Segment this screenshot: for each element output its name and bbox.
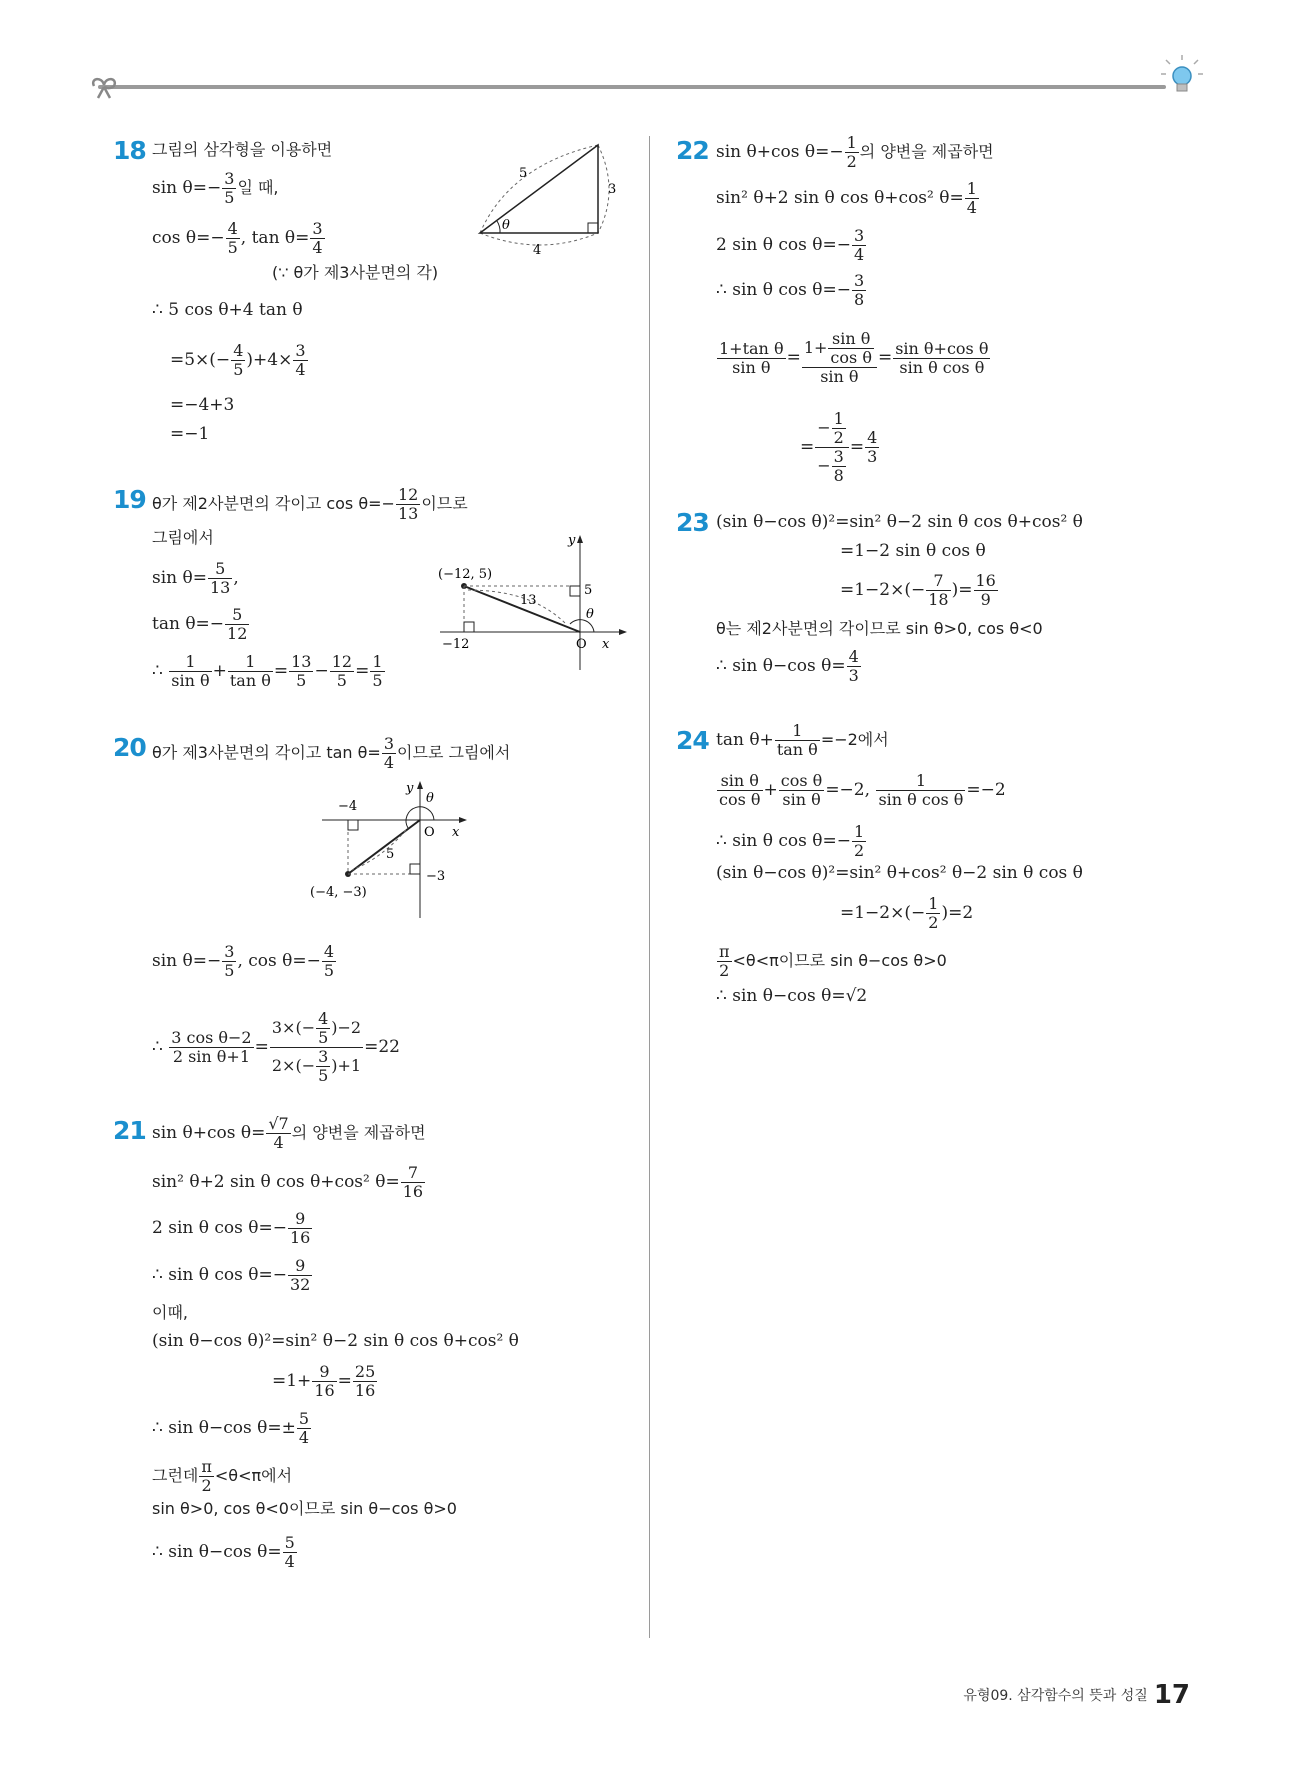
expr: ∴ sin θ−cos θ= [152, 1542, 282, 1562]
nested-fraction [802, 330, 877, 386]
equation-line: =−4+3 [170, 395, 235, 415]
expr: − [314, 661, 329, 681]
denominator: 16 [354, 1381, 376, 1400]
fraction [852, 227, 866, 264]
fraction [876, 772, 965, 809]
numerator: 1 [228, 653, 273, 672]
denominator: 8 [833, 466, 844, 485]
expr: 1+ [803, 338, 828, 357]
numerator: 1 [833, 409, 844, 428]
fraction [208, 560, 232, 597]
page-footer [963, 1680, 1190, 1710]
fraction [353, 1363, 377, 1400]
expr: ∴ [152, 661, 163, 681]
numerator: 9 [288, 1210, 312, 1229]
fraction [717, 340, 786, 377]
expr: 2 sin θ cos θ=− [716, 235, 851, 255]
equation-line [716, 330, 991, 386]
numerator: 1 [169, 653, 211, 672]
expr: + [212, 661, 227, 681]
equation-line [170, 342, 309, 379]
denominator: tan θ [229, 671, 271, 690]
triangle-figure [470, 135, 620, 260]
expr: =−2, [825, 780, 871, 800]
expr: ∴ sin θ−cos θ=± [152, 1418, 296, 1438]
adjacent-label: 4 [533, 243, 542, 258]
denominator: 3 [867, 447, 878, 466]
expr: θ가 제3사분면의 각이고 tan θ= [152, 743, 381, 762]
denominator: 2 [853, 841, 865, 860]
numerator: 3 [318, 1047, 329, 1066]
text-line: 그림에서 [152, 528, 214, 547]
y-axis-label: y [406, 781, 414, 796]
numerator: 12 [397, 485, 419, 504]
numerator: 5 [208, 560, 232, 579]
equation-line [272, 1363, 378, 1400]
denominator: 5 [323, 961, 335, 980]
equation-line [152, 653, 386, 690]
fraction [852, 272, 866, 309]
expr: = [254, 1037, 269, 1057]
denominator: 5 [227, 238, 238, 257]
coordinate-figure-19 [432, 530, 632, 672]
x-axis-label: x [452, 825, 460, 840]
expr: =1−2×(− [840, 903, 926, 923]
expr: <θ<π에서 [214, 1466, 293, 1485]
equation-line [152, 170, 279, 207]
denominator: 2 [928, 913, 939, 932]
denominator: 5 [372, 671, 383, 690]
equation-line [152, 1534, 298, 1571]
point-label: (−12, 5) [438, 567, 493, 582]
fraction [832, 448, 846, 485]
denominator: 16 [314, 1381, 335, 1400]
fraction [832, 410, 846, 447]
numerator: 1 [775, 722, 820, 741]
denominator [815, 448, 849, 485]
fraction [297, 1410, 311, 1447]
problem-number: 24 [676, 726, 709, 755]
radius-label: 5 [386, 847, 395, 862]
ribbon-icon [90, 72, 120, 102]
expr: 일 때, [237, 178, 279, 197]
numerator: 3 [853, 226, 865, 245]
nested-fraction [815, 410, 849, 485]
problem-number: 19 [113, 485, 146, 514]
fraction [926, 895, 940, 932]
numerator: 16 [975, 571, 996, 590]
expr: sin² θ+2 sin θ cos θ+cos² θ= [716, 188, 964, 208]
numerator: sin θ+cos θ [895, 338, 989, 358]
text-line: sin θ>0, cos θ<0이므로 sin θ−cos θ>0 [152, 1499, 457, 1518]
equation-line [716, 648, 862, 685]
fraction [965, 180, 979, 217]
expr: = [786, 347, 801, 368]
expr: 그런데 [152, 1466, 199, 1485]
numerator: 4 [227, 219, 238, 238]
equation-line: (sin θ−cos θ)²=sin² θ−2 sin θ cos θ+cos² θ [152, 1331, 519, 1351]
equation-line [152, 606, 250, 643]
expr: =−2에서 [820, 730, 889, 749]
denominator: 2 [846, 152, 857, 171]
equation-line: =1−2 sin θ cos θ [840, 541, 986, 561]
expr: =1−2×(− [840, 580, 926, 600]
denominator: sin θ cos θ [899, 357, 985, 377]
fraction [893, 340, 990, 377]
expr: sin θ=− [152, 951, 222, 971]
nested-fraction [270, 1010, 363, 1085]
equation-line [152, 486, 468, 523]
text-line: θ는 제2사분면의 각이므로 sin θ>0, cos θ<0 [716, 619, 1043, 638]
equation-line [152, 943, 337, 980]
fraction [222, 943, 236, 980]
fraction [322, 943, 336, 980]
expr: =−2 [966, 780, 1006, 800]
fraction [330, 653, 354, 690]
numerator: √7 [268, 1114, 289, 1133]
column-divider [649, 136, 650, 1638]
expr: ∴ [152, 1037, 163, 1057]
expr: = [800, 437, 815, 457]
text-line: 그림의 삼각형을 이용하면 [152, 140, 333, 159]
denominator: 2 [201, 1476, 212, 1495]
numerator: 3 [295, 341, 306, 360]
numerator: 1 [966, 179, 977, 198]
fraction [289, 653, 313, 690]
denominator: 32 [289, 1275, 311, 1294]
expr: 2 sin θ cos θ=− [152, 1218, 287, 1238]
equation-line [716, 823, 867, 860]
denominator: 2 [719, 961, 730, 980]
expr: 의 양변을 제곱하면 [859, 142, 994, 161]
denominator: cos θ [719, 790, 761, 809]
expr: = [877, 347, 893, 368]
denominator: 4 [853, 245, 865, 264]
equation-line [152, 1164, 426, 1201]
expr: )+4× [246, 350, 293, 370]
expr: sin θ=− [152, 178, 222, 198]
denominator: 5 [296, 671, 307, 690]
expr: , tan θ= [240, 228, 310, 248]
fraction [283, 1534, 297, 1571]
fraction [974, 572, 998, 609]
y-value-label: −3 [426, 869, 446, 884]
text-line: 이때, [152, 1303, 188, 1322]
equation-line: (sin θ−cos θ)²=sin² θ+cos² θ−2 sin θ cos θ [716, 863, 1083, 883]
numerator: 13 [291, 652, 312, 671]
expr: ∴ sin θ−cos θ= [716, 656, 846, 676]
fraction [396, 486, 420, 523]
x-value-label: −12 [442, 637, 470, 652]
expr: θ가 제2사분면의 각이고 cos θ=− [152, 494, 395, 513]
equation-line [152, 1458, 292, 1495]
expr: sin θ= [152, 568, 207, 588]
denominator: 2 sin θ+1 [172, 1047, 251, 1066]
fraction [293, 342, 307, 379]
numerator: sin θ [828, 330, 874, 349]
denominator: 5 [224, 188, 235, 207]
numerator: 12 [331, 652, 353, 671]
equation-line [800, 410, 880, 485]
denominator: sin θ [732, 357, 771, 377]
denominator: sin θ [820, 367, 859, 386]
y-value-label: 5 [584, 583, 593, 598]
numerator: 3 [312, 219, 323, 238]
equation-line [152, 1010, 400, 1085]
expr: = [849, 437, 865, 457]
fraction [288, 1257, 312, 1294]
numerator [802, 330, 877, 368]
fraction [228, 653, 273, 690]
fraction [225, 606, 249, 643]
numerator: 9 [288, 1257, 312, 1276]
denominator: 5 [318, 1066, 329, 1085]
numerator: 3 [853, 271, 865, 290]
fraction [288, 1210, 312, 1247]
numerator: 4 [323, 942, 335, 961]
equation-line [152, 1210, 313, 1247]
numerator: 5 [298, 1409, 310, 1428]
numerator: 3 cos θ−2 [171, 1028, 252, 1047]
numerator: 4 [867, 428, 878, 447]
fraction [266, 1115, 290, 1152]
fraction [370, 653, 384, 690]
equation-line [152, 560, 239, 597]
expr: <θ<π이므로 sin θ−cos θ>0 [732, 951, 947, 970]
problem-number: 22 [676, 136, 709, 165]
numerator: 9 [312, 1363, 336, 1382]
numerator: 5 [284, 1533, 295, 1552]
fraction [382, 735, 396, 772]
fraction [312, 1363, 336, 1400]
expr: = [273, 661, 289, 681]
numerator: cos θ [780, 771, 823, 790]
expr: =1+ [272, 1371, 312, 1391]
fraction [865, 429, 879, 466]
expr: = [337, 1371, 352, 1391]
equation-line [840, 572, 999, 609]
expr: 의 양변을 제곱하면 [291, 1123, 426, 1142]
fraction [310, 220, 324, 257]
numerator: 1+tan θ [719, 338, 784, 358]
fraction [779, 772, 825, 809]
numerator: 1 [853, 822, 865, 841]
fraction [828, 330, 874, 367]
denominator: 4 [383, 753, 395, 772]
fraction [316, 1048, 330, 1085]
expr: tan θ=− [152, 614, 225, 634]
denominator: 2 [833, 428, 844, 447]
numerator: 4 [233, 341, 244, 360]
fraction [717, 772, 763, 809]
numerator: 1 [372, 652, 383, 671]
numerator: 7 [926, 572, 950, 591]
fraction [775, 722, 820, 759]
expr: )+1 [331, 1056, 362, 1075]
numerator [270, 1010, 363, 1048]
opposite-label: 3 [608, 182, 617, 197]
expr: 이므로 [421, 494, 468, 513]
denominator: 5 [336, 671, 347, 690]
expr: sin² θ+2 sin θ cos θ+cos² θ= [152, 1172, 400, 1192]
equation-line [152, 1257, 313, 1294]
denominator: 5 [224, 961, 235, 980]
denominator: 4 [298, 1428, 310, 1447]
page-number: 17 [1153, 1680, 1190, 1710]
numerator: 3 [224, 942, 235, 961]
fraction [852, 823, 866, 860]
denominator: 4 [284, 1552, 295, 1571]
numerator: 3 [833, 447, 844, 466]
numerator: 25 [354, 1362, 376, 1381]
denominator: 3 [848, 666, 859, 685]
problem-number: 21 [113, 1116, 146, 1145]
fraction [845, 134, 859, 171]
expr: = [355, 661, 370, 681]
problem-number: 23 [676, 508, 709, 537]
radius-label: 13 [520, 593, 537, 608]
x-value-label: −4 [338, 799, 358, 814]
expr: 3×(− [271, 1018, 316, 1037]
top-rule [98, 85, 1166, 89]
equation-line [152, 1115, 426, 1152]
equation-line [152, 735, 510, 772]
numerator: 3 [383, 734, 395, 753]
denominator: 16 [289, 1228, 311, 1247]
denominator: sin θ cos θ [878, 790, 964, 809]
denominator: tan θ [776, 740, 818, 759]
expr: 이므로 그림에서 [397, 743, 511, 762]
denominator: 4 [295, 360, 306, 379]
angle-label: θ [502, 218, 510, 233]
equation-line [716, 722, 889, 759]
fraction [226, 220, 240, 257]
expr: , cos θ=− [237, 951, 321, 971]
fraction [401, 1164, 425, 1201]
lightbulb-icon [1160, 52, 1204, 102]
denominator: 9 [980, 590, 991, 609]
numerator: 1 [846, 133, 857, 152]
equation-line [716, 943, 947, 980]
equation-line: =−1 [170, 424, 210, 444]
fraction [316, 1010, 330, 1047]
expr: tan θ+ [716, 730, 774, 750]
fraction [717, 943, 732, 980]
numerator: 1 [928, 894, 939, 913]
equation-line [716, 772, 1006, 809]
denominator: 16 [402, 1182, 424, 1201]
equation-line [716, 227, 867, 264]
numerator [815, 410, 849, 448]
numerator: 4 [318, 1009, 329, 1028]
denominator: 13 [210, 578, 231, 597]
numerator: 4 [848, 647, 859, 666]
denominator: sin θ [171, 671, 210, 690]
equation-line [716, 272, 867, 309]
point-label: (−4, −3) [310, 885, 367, 900]
numerator: π [719, 942, 730, 961]
expr: ∴ sin θ cos θ=− [716, 831, 851, 851]
numerator: 1 [876, 772, 965, 791]
fraction [847, 648, 861, 685]
expr: =5×(− [170, 350, 231, 370]
expr: =22 [364, 1037, 400, 1057]
equation-line [716, 134, 994, 171]
expr: − [817, 418, 831, 437]
denominator: sin θ [782, 790, 821, 809]
expr: + [763, 780, 778, 800]
expr: 2×(− [271, 1056, 316, 1075]
angle-label: θ [426, 791, 434, 806]
expr: − [817, 456, 831, 475]
y-axis-label: y [568, 533, 576, 548]
fraction [169, 653, 211, 690]
denominator [270, 1048, 363, 1085]
problem-number: 18 [113, 136, 146, 165]
problem-number: 20 [113, 733, 146, 762]
equation-line: ∴ sin θ−cos θ=√2 [716, 986, 868, 1006]
denominator: 8 [853, 290, 865, 309]
expr: cos θ=− [152, 228, 225, 248]
denominator: cos θ [830, 348, 872, 367]
fraction [231, 342, 245, 379]
fraction [926, 572, 950, 609]
fraction [169, 1029, 253, 1066]
expr: )= [951, 580, 973, 600]
denominator: 4 [966, 198, 977, 217]
numerator: π [201, 1457, 212, 1476]
equation-line [152, 1410, 312, 1447]
coordinate-figure-20 [302, 778, 482, 926]
origin-label: O [424, 825, 435, 840]
denominator: 18 [928, 590, 949, 609]
note-line: (∵ θ가 제3사분면의 각) [272, 263, 439, 282]
fraction [199, 1458, 214, 1495]
equation-line [152, 220, 326, 257]
equation-line [840, 895, 973, 932]
expr: sin θ+cos θ=− [716, 142, 844, 162]
expr: sin θ+cos θ= [152, 1123, 266, 1143]
denominator: 4 [312, 238, 323, 257]
expr: ∴ sin θ cos θ=− [152, 1265, 287, 1285]
denominator: 13 [397, 504, 419, 523]
equation-line [716, 180, 980, 217]
hypotenuse-label: 5 [519, 166, 528, 181]
expr: , [233, 568, 239, 588]
angle-label: θ [586, 607, 594, 622]
denominator: 5 [233, 360, 244, 379]
origin-label: O [576, 637, 587, 652]
fraction [222, 170, 236, 207]
expr: )−2 [331, 1018, 362, 1037]
numerator: sin θ [717, 772, 763, 791]
denominator: 12 [227, 624, 248, 643]
chapter-title: 유형09. 삼각함수의 뜻과 성질 [963, 1688, 1148, 1704]
denominator: 5 [318, 1028, 329, 1047]
numerator: 3 [224, 169, 235, 188]
numerator: 7 [401, 1164, 425, 1183]
expr: )=2 [941, 903, 974, 923]
x-axis-label: x [602, 637, 610, 652]
equation-line: ∴ 5 cos θ+4 tan θ [152, 300, 303, 320]
expr: ∴ sin θ cos θ=− [716, 280, 851, 300]
numerator: 5 [225, 606, 249, 625]
denominator: 4 [273, 1133, 284, 1152]
equation-line: (sin θ−cos θ)²=sin² θ−2 sin θ cos θ+cos² θ [716, 512, 1083, 532]
